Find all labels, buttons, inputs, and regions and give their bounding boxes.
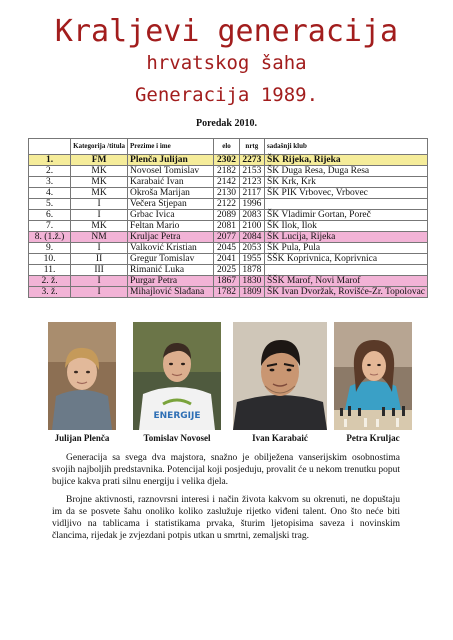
cell-rank: 3. ž. — [29, 287, 71, 298]
cell-category: I — [71, 243, 128, 254]
cell-rank: 2. — [29, 166, 71, 177]
cell-elo: 2077 — [214, 232, 239, 243]
photo-tomislav-novosel — [133, 322, 221, 430]
paragraph-2: Brojne aktivnosti, raznovrsni interesi i način života kakvom su okrenuti, ne dopuštaju im da se posvete šahu onoliko koliko zaslužuje rijetko viđeni talent. Ono što neće biti vidljivo na tablicama i statistikama prvaka, šturim ljetopisima saveza i novinskim člancima, rijedak je zvjezdani potpis utkan u smrtni, zemaljski trag. — [52, 495, 400, 541]
cell-club: ŠK Ilok, Ilok — [265, 221, 428, 232]
col-header-club: sadašnji klub — [265, 139, 428, 155]
cell-nrtg: 2123 — [239, 177, 264, 188]
table-row — [29, 265, 428, 276]
cell-category: I — [71, 199, 128, 210]
col-header-nrtg: nrtg — [239, 139, 264, 155]
cell-elo: 2089 — [214, 210, 239, 221]
cell-nrtg: 2083 — [239, 210, 264, 221]
table-row — [29, 166, 428, 177]
cell-elo: 2182 — [214, 166, 239, 177]
cell-rank: 6. — [29, 210, 71, 221]
cell-elo: 2122 — [214, 199, 239, 210]
cell-category: FM — [71, 155, 128, 166]
table-row — [29, 177, 428, 188]
table-row — [29, 276, 428, 287]
cell-nrtg: 1830 — [239, 276, 264, 287]
table-row — [29, 287, 428, 298]
cell-elo: 1782 — [214, 287, 239, 298]
cell-name: Kruljac Petra — [128, 232, 214, 243]
cell-club: ŠK Duga Resa, Duga Resa — [265, 166, 428, 177]
cell-category: MK — [71, 221, 128, 232]
cell-name: Novosel Tomislav — [128, 166, 214, 177]
caption-ivan-karabaic: Ivan Karabaić — [252, 433, 308, 443]
table-row — [29, 243, 428, 254]
cell-category: I — [71, 210, 128, 221]
paragraph-1: Generacija sa svega dva majstora, snažno je obilježena vanserijskim osobnostima svojih najboljih predstavnika. Potencijal koji posjeduju, provalit će u nekom trenutku poput bujice kakva prati silnu energiju i velika djela. — [52, 453, 401, 487]
photo-ivan-karabaic — [233, 322, 327, 430]
cell-rank: 1. — [29, 155, 71, 166]
cell-rank: 9. — [29, 243, 71, 254]
cell-club — [265, 199, 428, 210]
caption-tomislav-novosel: Tomislav Novosel — [143, 433, 211, 443]
cell-rank: 7. — [29, 221, 71, 232]
table-row — [29, 199, 428, 210]
cell-elo: 1867 — [214, 276, 239, 287]
cell-name: Feltan Mario — [128, 221, 214, 232]
cell-nrtg: 1809 — [239, 287, 264, 298]
cell-category: MK — [71, 188, 128, 199]
cell-elo: 2142 — [214, 177, 239, 188]
cell-nrtg: 1996 — [239, 199, 264, 210]
cell-rank: 11. — [29, 265, 71, 276]
cell-elo: 2025 — [214, 265, 239, 276]
caption-julijan-plenca: Julijan Plenča — [54, 433, 110, 443]
cell-name: Rimanić Luka — [128, 265, 214, 276]
cell-club: ŠK Vladimir Gortan, Poreč — [265, 210, 428, 221]
cell-nrtg: 2084 — [239, 232, 264, 243]
cell-rank: 8. (1.ž.) — [29, 232, 71, 243]
photo-julijan-plenca — [48, 322, 116, 430]
cell-elo: 2041 — [214, 254, 239, 265]
cell-club: ŠK Krk, Krk — [265, 177, 428, 188]
cell-rank: 10. — [29, 254, 71, 265]
cell-nrtg: 1955 — [239, 254, 264, 265]
cell-nrtg: 2273 — [239, 155, 264, 166]
cell-elo: 2045 — [214, 243, 239, 254]
cell-club: ŠŠK Marof, Novi Marof — [265, 276, 428, 287]
cell-name: Purgar Petra — [128, 276, 214, 287]
cell-name: Mihajlović Slađana — [128, 287, 214, 298]
cell-category: II — [71, 254, 128, 265]
ranking-heading: Poredak 2010. — [196, 118, 257, 129]
cell-nrtg: 2153 — [239, 166, 264, 177]
shirt-text: ENERGIJE — [153, 411, 201, 421]
cell-rank: 5. — [29, 199, 71, 210]
subtitle: hrvatskog šaha — [146, 52, 307, 74]
photo-petra-kruljac — [334, 322, 412, 430]
cell-club: ŠK Pula, Pula — [265, 243, 428, 254]
cell-nrtg: 2100 — [239, 221, 264, 232]
cell-category: MK — [71, 177, 128, 188]
cell-category: I — [71, 276, 128, 287]
cell-name: Večera Stjepan — [128, 199, 214, 210]
cell-name: Okroša Marijan — [128, 188, 214, 199]
cell-nrtg: 2053 — [239, 243, 264, 254]
cell-club: ŠK Lucija, Rijeka — [265, 232, 428, 243]
cell-club: ŠK Ivan Dvoržak, Rovišće-Zr. Topolovac — [265, 287, 428, 298]
main-title: Kraljevi generacija — [54, 14, 399, 49]
cell-name: Karabaić Ivan — [128, 177, 214, 188]
cell-category: III — [71, 265, 128, 276]
table-row — [29, 210, 428, 221]
table-row — [29, 254, 428, 265]
cell-category: NM — [71, 232, 128, 243]
cell-club: ŠK PIK Vrbovec, Vrbovec — [265, 188, 428, 199]
cell-name: Valković Kristian — [128, 243, 214, 254]
col-header-rank — [29, 139, 71, 155]
generation-title: Generacija 1989. — [134, 84, 319, 106]
table-header-row — [29, 139, 428, 155]
cell-rank: 4. — [29, 188, 71, 199]
cell-elo: 2130 — [214, 188, 239, 199]
table-row — [29, 188, 428, 199]
cell-elo: 2302 — [214, 155, 239, 166]
table-row — [29, 155, 428, 166]
cell-rank: 3. — [29, 177, 71, 188]
table-row — [29, 221, 428, 232]
ranking-table — [28, 138, 428, 298]
table-row — [29, 232, 428, 243]
col-header-elo: elo — [214, 139, 239, 155]
table-body — [29, 155, 428, 298]
col-header-name: Prezime i ime — [128, 139, 214, 155]
cell-club — [265, 265, 428, 276]
cell-elo: 2081 — [214, 221, 239, 232]
cell-club: ŠŠK Koprivnica, Koprivnica — [265, 254, 428, 265]
cell-name: Gregur Tomislav — [128, 254, 214, 265]
cell-category: I — [71, 287, 128, 298]
cell-name: Plenča Julijan — [128, 155, 214, 166]
col-header-category: Kategorija /titula — [71, 139, 128, 155]
cell-category: MK — [71, 166, 128, 177]
cell-nrtg: 1878 — [239, 265, 264, 276]
cell-nrtg: 2117 — [239, 188, 264, 199]
cell-name: Grbac Ivica — [128, 210, 214, 221]
caption-petra-kruljac: Petra Kruljac — [346, 433, 400, 443]
cell-rank: 2. ž. — [29, 276, 71, 287]
cell-club: ŠK Rijeka, Rijeka — [265, 155, 428, 166]
